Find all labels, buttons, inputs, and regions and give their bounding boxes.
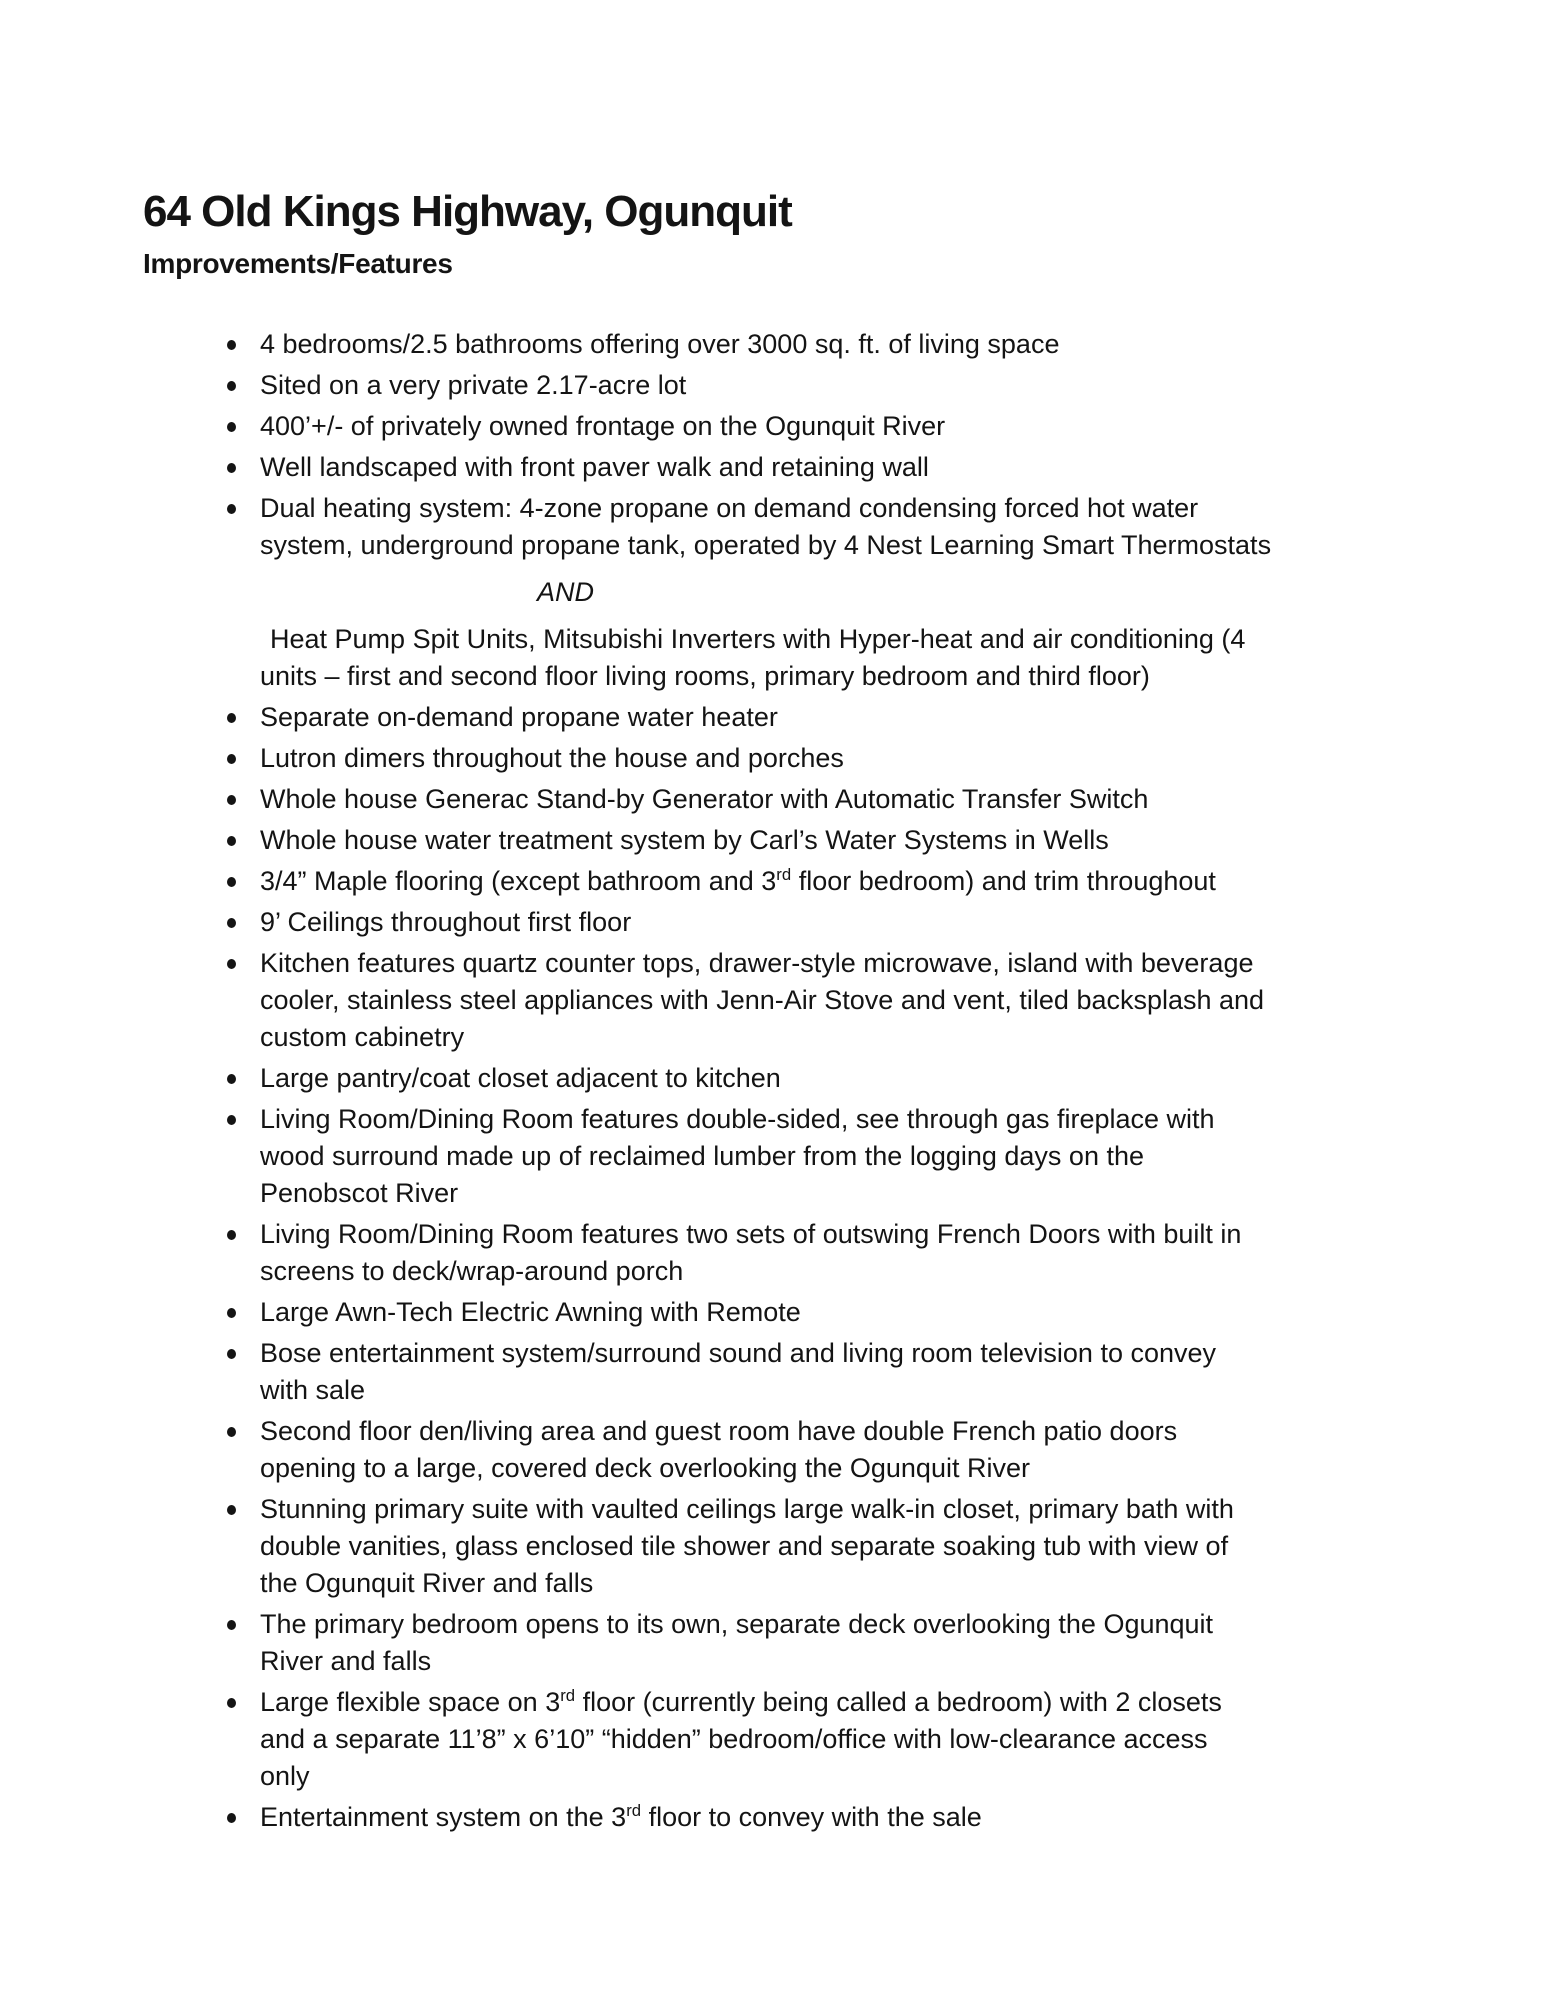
feature-item: The primary bedroom opens to its own, separate deck overlooking the Ogunquit River and falls (143, 1606, 1425, 1680)
feature-item: Living Room/Dining Room features two sets of outswing French Doors with built in screens to deck/wrap-around porch (143, 1216, 1425, 1290)
features-list-bottom (143, 699, 1425, 1836)
and-separator: AND (536, 577, 594, 608)
feature-item: 3/4” Maple flooring (except bathroom and 3rd floor bedroom) and trim throughout (143, 863, 1425, 900)
feature-item: Second floor den/living area and guest room have double French patio doors opening to a large, covered deck overlooking the Ogunquit River (143, 1413, 1425, 1487)
feature-item: Entertainment system on the 3rd floor to convey with the sale (143, 1799, 1425, 1836)
feature-item: Large Awn-Tech Electric Awning with Remote (143, 1294, 1425, 1331)
feature-item: Large pantry/coat closet adjacent to kitchen (143, 1060, 1425, 1097)
feature-item: Whole house Generac Stand-by Generator with Automatic Transfer Switch (143, 781, 1425, 818)
feature-item: Stunning primary suite with vaulted ceilings large walk-in closet, primary bath with double vanities, glass enclosed tile shower and separate soaking tub with view of the Ogunquit River and falls (143, 1491, 1425, 1602)
feature-item: Sited on a very private 2.17-acre lot (143, 367, 1425, 404)
feature-item: Lutron dimers throughout the house and porches (143, 740, 1425, 777)
feature-item: 4 bedrooms/2.5 bathrooms offering over 3000 sq. ft. of living space (143, 326, 1425, 363)
feature-item: Living Room/Dining Room features double-sided, see through gas fireplace with wood surround made up of reclaimed lumber from the logging days on the Penobscot River (143, 1101, 1425, 1212)
feature-item: 400’+/- of privately owned frontage on the Ogunquit River (143, 408, 1425, 445)
feature-item: Kitchen features quartz counter tops, drawer-style microwave, island with beverage cooler, stainless steel appliances with Jenn-Air Stove and vent, tiled backsplash and custom cabinetry (143, 945, 1425, 1056)
page-subtitle: Improvements/Features (143, 248, 453, 279)
features-list-top (143, 326, 1425, 564)
feature-item: Whole house water treatment system by Carl’s Water Systems in Wells (143, 822, 1425, 859)
page-title: 64 Old Kings Highway, Ogunquit (143, 187, 792, 236)
heat-pump-paragraph: Heat Pump Spit Units, Mitsubishi Inverters with Hyper-heat and air conditioning (4 units – first and second floor living rooms, primary bedroom and third floor) (260, 624, 1246, 692)
feature-item: Well landscaped with front paver walk and retaining wall (143, 449, 1425, 486)
feature-item: Bose entertainment system/surround sound and living room television to convey with sale (143, 1335, 1425, 1409)
feature-item: 9’ Ceilings throughout first floor (143, 904, 1425, 941)
feature-item: Separate on-demand propane water heater (143, 699, 1425, 736)
feature-item: Large flexible space on 3rd floor (currently being called a bedroom) with 2 closets and a separate 11’8” x 6’10” “hidden” bedroom/office with low-clearance access only (143, 1684, 1425, 1795)
feature-item: Dual heating system: 4-zone propane on demand condensing forced hot water system, underground propane tank, operated by 4 Nest Learning Smart Thermostats (143, 490, 1425, 564)
